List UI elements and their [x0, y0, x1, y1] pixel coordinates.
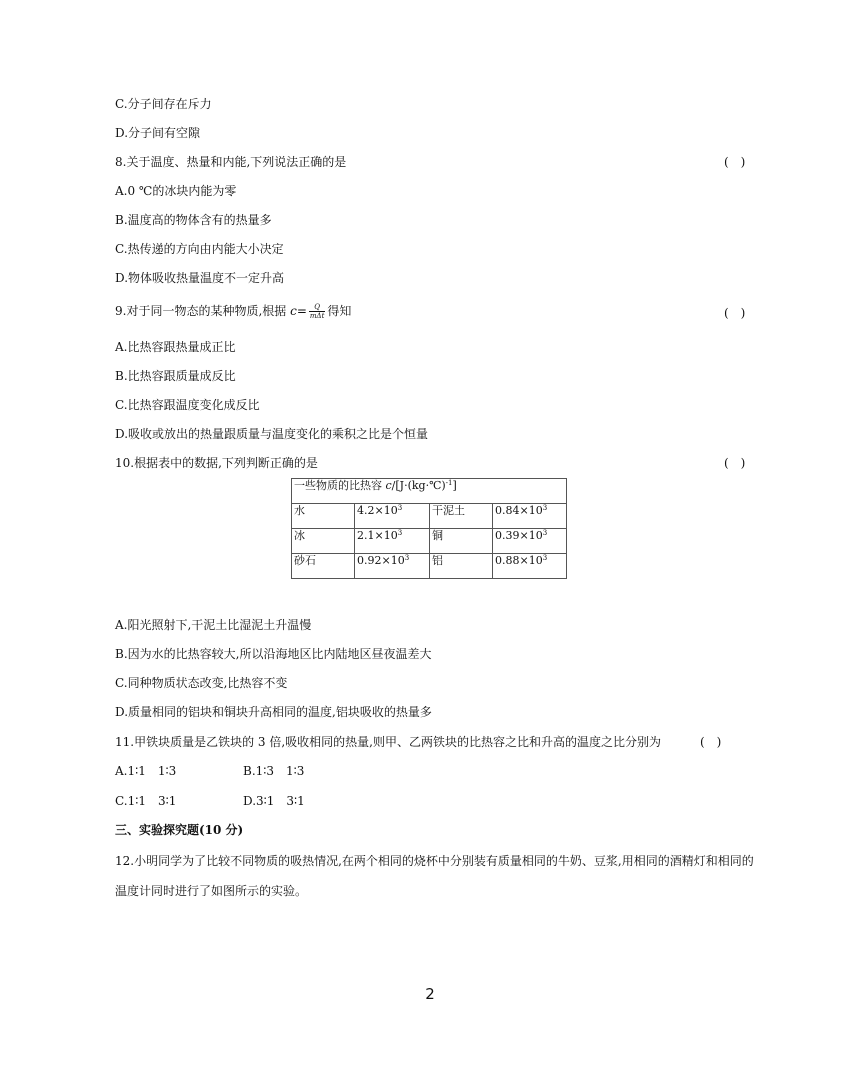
q9-formula-lhs: c=	[290, 304, 307, 318]
q7-option-c: C.分子间存在斥力	[115, 97, 212, 111]
q8-option-d: D.物体吸收热量温度不一定升高	[115, 271, 285, 285]
material-cell: 冰	[292, 529, 355, 554]
q9-answer-paren: ( )	[724, 306, 746, 320]
q11-option-d: D.3∶1 3∶1	[243, 794, 305, 808]
q9-option-b: B.比热容跟质量成反比	[115, 369, 236, 383]
q10-option-b: B.因为水的比热容较大,所以沿海地区比内陆地区昼夜温差大	[115, 647, 432, 661]
table-row	[292, 554, 567, 579]
q10-answer-paren: ( )	[724, 456, 746, 470]
q9-stem-after: 得知	[327, 304, 352, 318]
q8-answer-paren: ( )	[724, 155, 746, 169]
q9-stem	[115, 303, 351, 320]
q10-stem: 10.根据表中的数据,下列判断正确的是	[115, 456, 318, 470]
material-cell: 铝	[430, 554, 493, 579]
q8-option-b: B.温度高的物体含有的热量多	[115, 213, 272, 227]
table-row	[292, 529, 567, 554]
q8-stem: 8.关于温度、热量和内能,下列说法正确的是	[115, 155, 347, 169]
q11-options-ab	[115, 763, 304, 779]
value-cell: $0.84\times 10^3$	[493, 504, 567, 529]
q11-stem: 11.甲铁块质量是乙铁块的 3 倍,吸收相同的热量,则甲、乙两铁块的比热容之比和升高的温度之比分别为	[115, 735, 661, 749]
q9-formula-numerator: Q	[309, 303, 326, 312]
q11-option-c: C.1∶1 3∶1	[115, 794, 177, 808]
section-title: 三、实验探究题(10 分)	[115, 823, 244, 837]
specific-heat-table	[291, 478, 567, 579]
table-caption: 一些物质的比热容 c/[J·(kg·℃)$^{-1}$]	[292, 479, 567, 504]
value-cell: $2.1\times 10^3$	[355, 529, 430, 554]
q11-option-a: A.1∶1 1∶3	[115, 764, 177, 778]
q9-formula-fraction	[309, 303, 326, 320]
value-cell: $0.39\times 10^3$	[493, 529, 567, 554]
material-cell: 砂石	[292, 554, 355, 579]
value-cell: $0.92\times 10^3$	[355, 554, 430, 579]
q11-options-cd	[115, 793, 305, 809]
q10-option-c: C.同种物质状态改变,比热容不变	[115, 676, 288, 690]
q11-answer-paren: ( )	[700, 735, 722, 749]
q9-option-c: C.比热容跟温度变化成反比	[115, 398, 260, 412]
q12-stem: 12.小明同学为了比较不同物质的吸热情况,在两个相同的烧杯中分别装有质量相同的牛奶、豆浆,用相同的酒精灯和相同的温度计同时进行了如图所示的实验。	[115, 854, 754, 898]
material-cell: 铜	[430, 529, 493, 554]
q7-option-d: D.分子间有空隙	[115, 126, 201, 140]
q9-stem-before: 9.对于同一物态的某种物质,根据	[115, 304, 291, 318]
material-cell: 干泥土	[430, 504, 493, 529]
q8-option-c: C.热传递的方向由内能大小决定	[115, 242, 284, 256]
material-cell: 水	[292, 504, 355, 529]
q11-option-b: B.1∶3 1∶3	[243, 764, 305, 778]
page-number: 2	[425, 985, 435, 1003]
q10-option-d: D.质量相同的铝块和铜块升高相同的温度,铝块吸收的热量多	[115, 705, 432, 719]
table-caption-row	[292, 479, 567, 504]
q10-option-a: A.阳光照射下,干泥土比湿泥土升温慢	[115, 618, 312, 632]
q9-formula-denominator: mΔt	[309, 312, 325, 320]
q8-option-a: A.0 ℃的冰块内能为零	[115, 184, 237, 198]
q9-option-a: A.比热容跟热量成正比	[115, 340, 236, 354]
q9-option-d: D.吸收或放出的热量跟质量与温度变化的乘积之比是个恒量	[115, 427, 429, 441]
table-row	[292, 504, 567, 529]
value-cell: $0.88\times 10^3$	[493, 554, 567, 579]
value-cell: $4.2\times 10^3$	[355, 504, 430, 529]
